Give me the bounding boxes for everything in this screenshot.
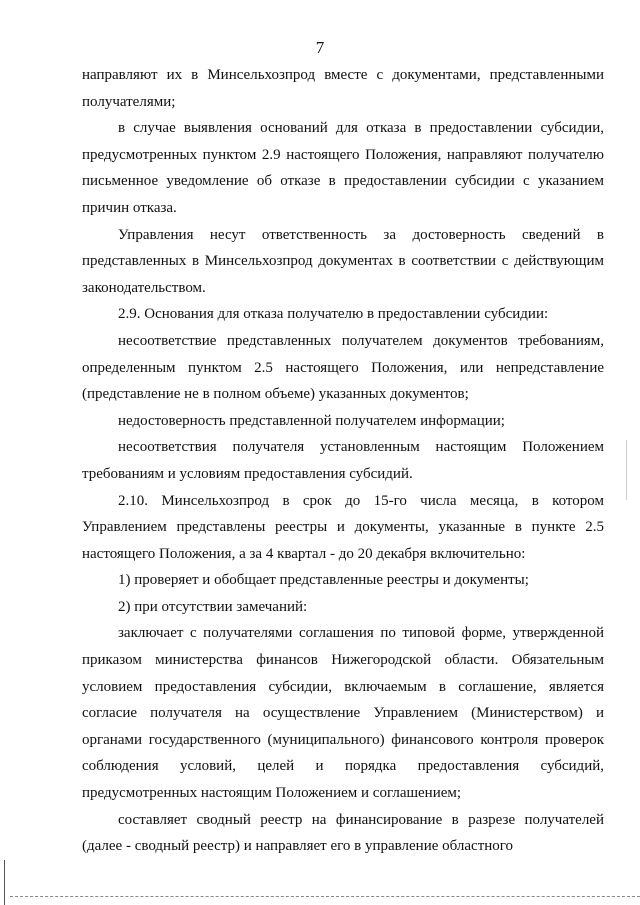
paragraph-agreements: заключает с получателями соглашения по типовой форме, утвержденной приказом министерства финансов Нижегородской области. Обязательным условием предоставления субсидии, включаемым в соглашение, является согласие получателя на осуществление Управлением (Министерством) и органами государственного (муниципального) финансового контроля проверок соблюдения условий, целей и порядка предоставления субсидий, предусмотренных настоящим Положением и соглашением; — [82, 625, 604, 802]
paragraph-section-2-9: 2.9. Основания для отказа получателю в предоставлении субсидии: — [118, 306, 549, 323]
scan-right-mark — [626, 440, 627, 500]
paragraph-consolidated-register: составляет сводный реестр на финансирование в разрезе получателей (далее - сводный реестр) и направляет его в управление областного — [82, 811, 604, 855]
paragraph-responsibility: Управления несут ответственность за достоверность сведений в представленных в Минсельхозпрод документах в соответствии с действующим законодательством. — [82, 226, 604, 296]
paragraph-continuation: направляют их в Минсельхозпрод вместе с документами, представленными получателями; — [82, 67, 604, 110]
document-body — [82, 62, 604, 860]
paragraph-noncompliance-documents: несоответствие представленных получателем документов требованиям, определенным пунктом 2.5 настоящего Положения, или непредставление (представление не в полном объеме) указанных документов; — [82, 332, 604, 403]
paragraph-unreliable-info: недостоверность представленной получателем информации; — [118, 412, 505, 429]
paragraph-noncompliance-requirements: несоответствия получателя установленным настоящим Положением требованиям и условиям предоставления субсидий. — [82, 439, 604, 482]
scan-bottom-line — [10, 896, 640, 898]
paragraph-refusal-notice: в случае выявления оснований для отказа в предоставлении субсидии, предусмотренных пунктом 2.9 настоящего Положения, направляют получателю письменное уведомление об отказе в предоставлении субсидии с указанием причин отказа. — [82, 120, 604, 216]
scan-edge-mark — [4, 860, 5, 905]
paragraph-item-1: 1) проверяет и обобщает представленные реестры и документы; — [118, 572, 529, 589]
paragraph-item-2: 2) при отсутствии замечаний: — [118, 598, 308, 615]
paragraph-section-2-10: 2.10. Минсельхозпрод в срок до 15-го числа месяца, в котором Управлением представлены реестры и документы, указанные в пункте 2.5 настоящего Положения, а за 4 квартал - до 20 декабря включительно: — [82, 492, 604, 562]
page-number: 7 — [315, 38, 325, 57]
